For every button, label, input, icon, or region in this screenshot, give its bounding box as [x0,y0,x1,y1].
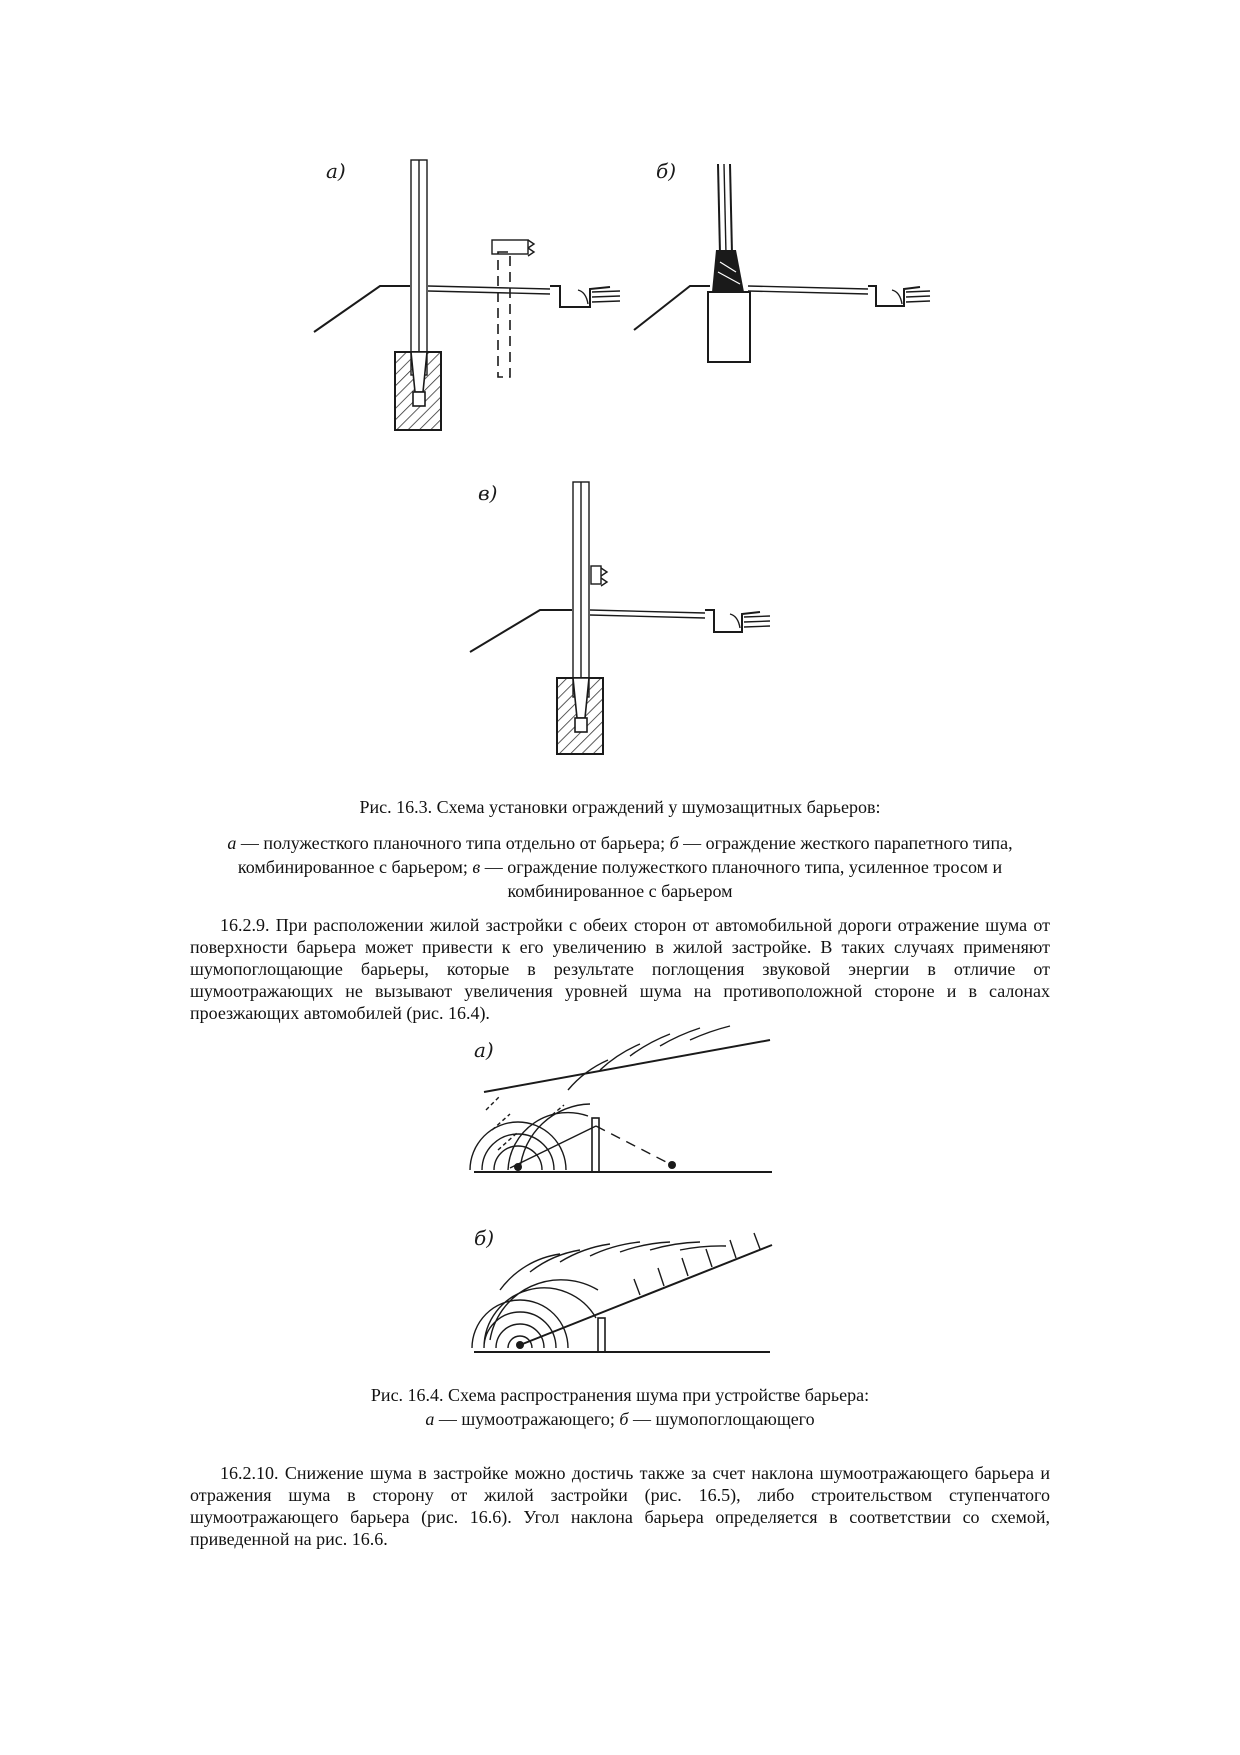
fig4-letter-a: а [425,1409,435,1429]
legend-text-a: — полужесткого планочного типа отдельно от барьера; [236,833,670,853]
panel-4b-drawing [472,1226,772,1352]
panel-b-label: б) [656,159,677,183]
panel-4a-drawing [470,1026,772,1172]
paragraph-16-2-10: 16.2.10. Снижение шума в застройке можно достичь также за счет наклона шумоотражающего барьера и отражения шума в сторону от жилой застройки (рис. 16.5), либо строительством ступенчатого шумоотражающего барьера (рис. 16.6). Угол наклона барьера определяется в соответствии со схемой, приведенной на рис. 16.6. [190,1463,1050,1549]
panel-4a-label: а) [474,1038,494,1062]
panel-v-label: в) [478,481,498,505]
figure-16-4-caption-legend [190,1407,1050,1431]
figure-16-3-caption-title: Рис. 16.3. Схема установки ограждений у шумозащитных барьеров: [359,797,881,817]
panel-4b-label: б) [474,1226,495,1250]
fig4-letter-b: б [619,1409,629,1429]
legend-letter-a: а [227,833,237,853]
legend-text-v: — ограждение полужесткого планочного типа, усиленное тросом и комбинированное с барьером [480,857,1003,901]
legend-letter-v: в [472,857,481,877]
fig4-text-b: — шумопоглощающего [628,1409,815,1429]
legend-text-b: — ограждение жесткого парапетного типа, комбинированное с барьером; [237,833,1013,877]
panel-a-label: а) [326,159,346,183]
fig4-text-a: — шумоотражающего; [434,1409,620,1429]
figure-16-4-caption-line1: Рис. 16.4. Схема распространения шума при устройстве барьера: [370,1385,870,1405]
legend-letter-b: б [669,833,679,853]
paragraph-16-2-9: 16.2.9. При расположении жилой застройки с обеих сторон от автомобильной дороги отражение шума от поверхности барьера может привести к его увеличению в жилой застройке. В таких случаях применяют шумопоглощающие барьеры, которые в результате поглощения звуковой энергии в отличие от шумоотражающих не вызывают увеличения уровней шума на противоположной стороне и в салонах проезжающих автомобилей (рис. 16.4). [190,915,1050,1023]
